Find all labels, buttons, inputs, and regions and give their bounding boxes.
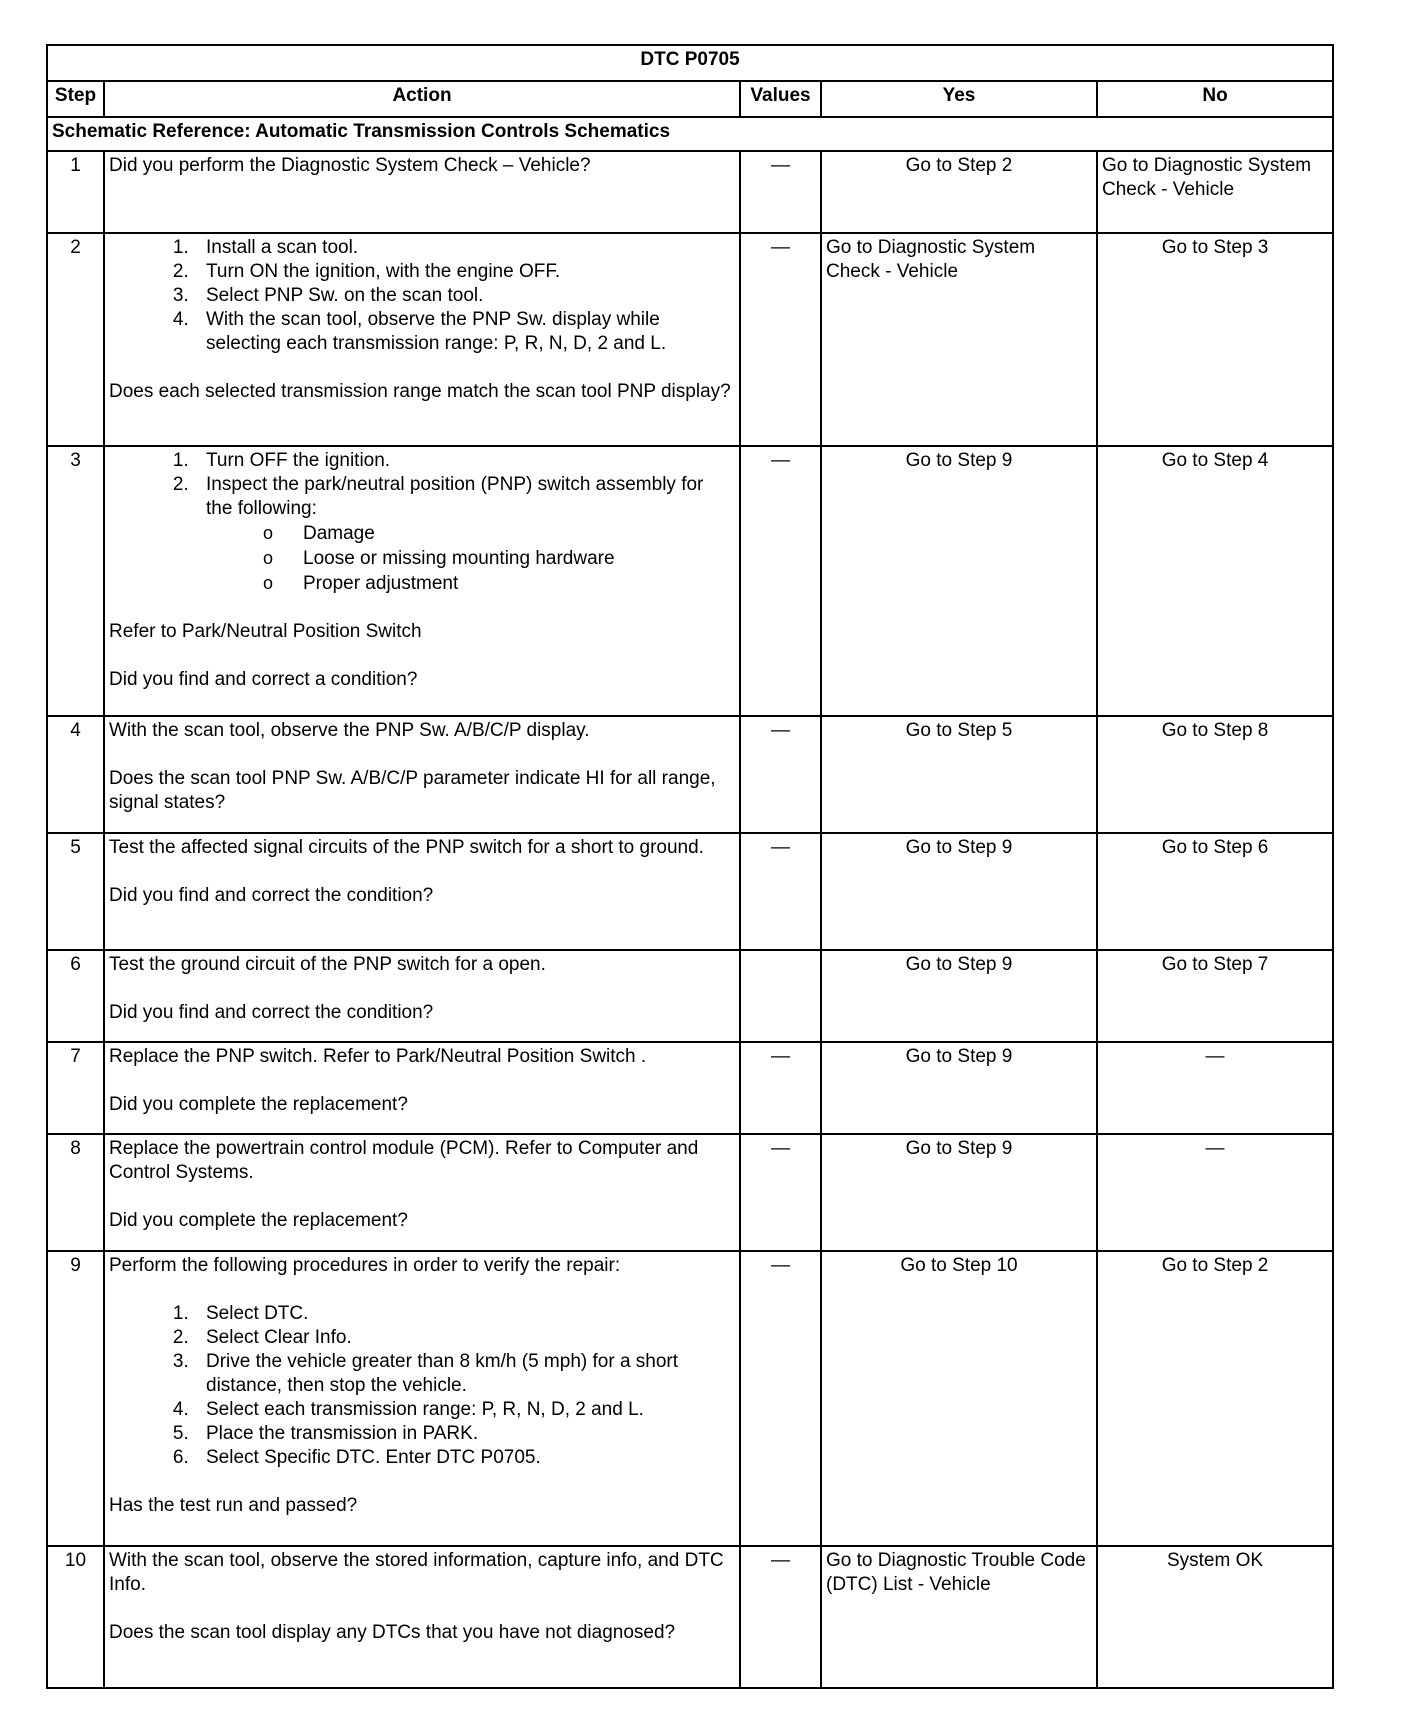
procedure-list (109, 449, 735, 596)
no-cell: System OK (1097, 1546, 1333, 1688)
yes-cell: Go to Diagnostic Trouble Code (DTC) List - Vehicle (821, 1546, 1097, 1688)
values-cell (740, 950, 821, 1042)
action-question: Has the test run and passed? (109, 1495, 358, 1516)
header-step: Step (47, 81, 104, 117)
schematic-reference: Schematic Reference: Automatic Transmission Controls Schematics (47, 117, 1333, 151)
step-number: 5 (47, 833, 104, 950)
procedure-step: 3. Select PNP Sw. on the scan tool. (194, 284, 735, 308)
action-cell (104, 446, 740, 716)
procedure-step: 1. Select DTC. (194, 1302, 735, 1326)
inspection-item: o Damage (291, 521, 735, 546)
table-row (47, 716, 1333, 833)
table-row (47, 950, 1333, 1042)
values-cell: — (740, 233, 821, 446)
yes-cell: Go to Diagnostic System Check - Vehicle (821, 233, 1097, 446)
no-cell: — (1097, 1042, 1333, 1134)
action-question: Does the scan tool display any DTCs that you have not diagnosed? (109, 1622, 676, 1643)
values-cell: — (740, 1546, 821, 1688)
header-action: Action (104, 81, 740, 117)
table-row (47, 833, 1333, 950)
table-title: DTC P0705 (47, 45, 1333, 81)
no-cell: Go to Step 7 (1097, 950, 1333, 1042)
values-cell: — (740, 1251, 821, 1546)
action-question: Does the scan tool PNP Sw. A/B/C/P parameter indicate HI for all range, signal states? (109, 768, 716, 813)
values-cell: — (740, 1042, 821, 1134)
procedure-step: 2. Turn ON the ignition, with the engine OFF. (194, 260, 735, 284)
no-cell: Go to Step 8 (1097, 716, 1333, 833)
step-number: 3 (47, 446, 104, 716)
step-number: 8 (47, 1134, 104, 1251)
procedure-step (194, 473, 735, 596)
action-intro: Replace the powertrain control module (PCM). Refer to Computer and Control Systems. (109, 1138, 699, 1183)
action-cell (104, 151, 740, 233)
yes-cell: Go to Step 9 (821, 950, 1097, 1042)
action-question: Did you find and correct a condition? (109, 669, 418, 690)
table-row (47, 1546, 1333, 1688)
procedure-step: 4. Select each transmission range: P, R, N, D, 2 and L. (194, 1398, 735, 1422)
no-cell: Go to Step 2 (1097, 1251, 1333, 1546)
table-row (47, 151, 1333, 233)
action-cell (104, 1251, 740, 1546)
procedure-step: 1. Turn OFF the ignition. (194, 449, 735, 473)
action-intro: Replace the PNP switch. Refer to Park/Neutral Position Switch . (109, 1046, 647, 1067)
procedure-list (109, 1302, 735, 1470)
action-intro: With the scan tool, observe the PNP Sw. A/B/C/P display. (109, 720, 590, 741)
action-intro: Test the ground circuit of the PNP switch for a open. (109, 954, 546, 975)
procedure-step: 4. With the scan tool, observe the PNP Sw. display while selecting each transmission range: P, R, N, D, 2 and L. (194, 308, 735, 356)
action-intro: With the scan tool, observe the stored information, capture info, and DTC Info. (109, 1550, 724, 1595)
action-cell (104, 1042, 740, 1134)
action-cell (104, 950, 740, 1042)
step-number: 4 (47, 716, 104, 833)
procedure-list (109, 236, 735, 356)
values-cell: — (740, 1134, 821, 1251)
action-cell (104, 1134, 740, 1251)
values-cell: — (740, 151, 821, 233)
yes-cell: Go to Step 5 (821, 716, 1097, 833)
yes-cell: Go to Step 9 (821, 1042, 1097, 1134)
procedure-step: 6. Select Specific DTC. Enter DTC P0705. (194, 1446, 735, 1470)
action-cell (104, 233, 740, 446)
step-number: 10 (47, 1546, 104, 1688)
no-cell: Go to Step 3 (1097, 233, 1333, 446)
action-note: Refer to Park/Neutral Position Switch (109, 621, 422, 642)
action-question: Did you find and correct the condition? (109, 885, 434, 906)
procedure-step: 3. Drive the vehicle greater than 8 km/h (5 mph) for a short distance, then stop the vehicle. (194, 1350, 735, 1398)
step-number: 2 (47, 233, 104, 446)
yes-cell: Go to Step 9 (821, 833, 1097, 950)
action-question: Did you perform the Diagnostic System Check – Vehicle? (109, 155, 591, 176)
no-cell: Go to Step 6 (1097, 833, 1333, 950)
table-row (47, 1042, 1333, 1134)
yes-cell: Go to Step 10 (821, 1251, 1097, 1546)
inspection-list (206, 521, 735, 596)
no-cell: Go to Diagnostic System Check - Vehicle (1097, 151, 1333, 233)
action-intro: Perform the following procedures in order to verify the repair: (109, 1255, 621, 1276)
action-question: Did you complete the replacement? (109, 1094, 408, 1115)
procedure-step: 2. Select Clear Info. (194, 1326, 735, 1350)
table-row (47, 1251, 1333, 1546)
step-number: 9 (47, 1251, 104, 1546)
action-question: Did you complete the replacement? (109, 1210, 408, 1231)
yes-cell: Go to Step 2 (821, 151, 1097, 233)
header-no: No (1097, 81, 1333, 117)
values-cell: — (740, 446, 821, 716)
action-intro: Test the affected signal circuits of the PNP switch for a short to ground. (109, 837, 704, 858)
procedure-step: 1. Install a scan tool. (194, 236, 735, 260)
inspection-item: o Proper adjustment (291, 571, 735, 596)
inspection-item: o Loose or missing mounting hardware (291, 546, 735, 571)
action-cell (104, 716, 740, 833)
table-row (47, 233, 1333, 446)
header-yes: Yes (821, 81, 1097, 117)
step-number: 6 (47, 950, 104, 1042)
no-cell: Go to Step 4 (1097, 446, 1333, 716)
values-cell: — (740, 833, 821, 950)
no-cell: — (1097, 1134, 1333, 1251)
dtc-table (46, 44, 1334, 1689)
header-values: Values (740, 81, 821, 117)
yes-cell: Go to Step 9 (821, 446, 1097, 716)
step-number: 7 (47, 1042, 104, 1134)
table-row (47, 1134, 1333, 1251)
yes-cell: Go to Step 9 (821, 1134, 1097, 1251)
action-cell (104, 833, 740, 950)
table-row (47, 446, 1333, 716)
procedure-step-text: Inspect the park/neutral position (PNP) switch assembly for the following: (206, 474, 704, 519)
action-question: Did you find and correct the condition? (109, 1002, 434, 1023)
action-question: Does each selected transmission range match the scan tool PNP display? (109, 381, 731, 402)
action-cell (104, 1546, 740, 1688)
values-cell: — (740, 716, 821, 833)
procedure-step: 5. Place the transmission in PARK. (194, 1422, 735, 1446)
step-number: 1 (47, 151, 104, 233)
